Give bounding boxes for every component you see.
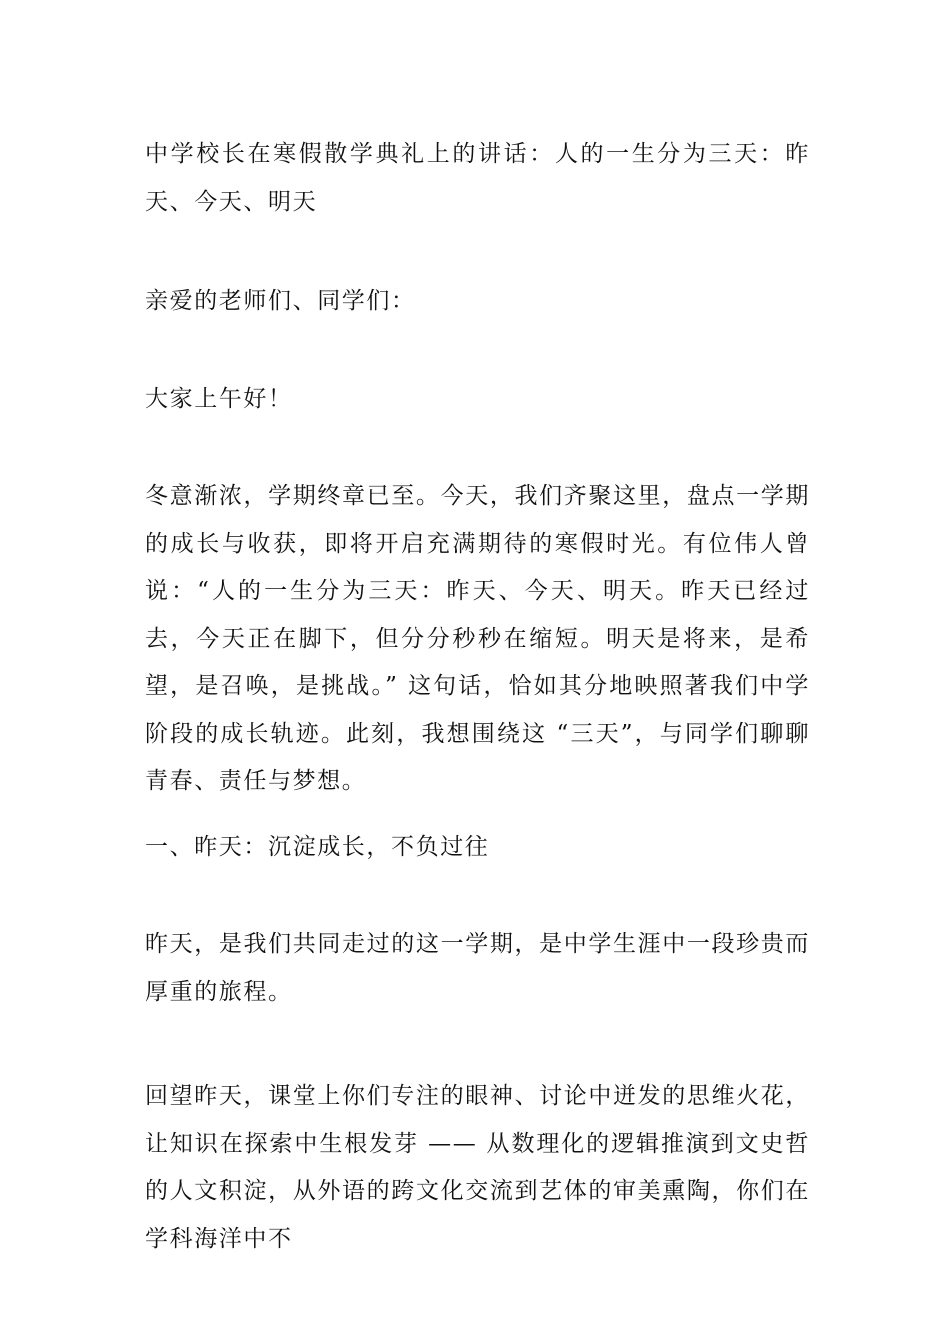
salutation: 亲爱的老师们、同学们： — [145, 288, 416, 314]
greeting: 大家上午好！ — [145, 386, 293, 412]
section-heading-yesterday: 一、昨天：沉淀成长，不负过往 — [145, 834, 490, 860]
document-title: 中学校长在寒假散学典礼上的讲话：人的一生分为三天：昨天、今天、明天 — [145, 141, 810, 215]
intro-paragraph: 冬意渐浓，学期终章已至。今天，我们齐聚这里，盘点一学期的成长与收获，即将开启充满期待的寒假时光。有位伟人曾说：“人的一生分为三天：昨天、今天、明天。昨天已经过去，今天正在脚下，但分分秒秒在缩短。明天是将来，是希望，是召唤，是挑战。” 这句话，恰如其分地映照著我们中学阶段的成长轨迹。此刻，我想围绕这 “三天”，与同学们聊聊青春、责任与梦想。 — [145, 483, 810, 794]
yesterday-paragraph-2: 回望昨天，课堂上你们专注的眼神、讨论中迸发的思维火花，让知识在探索中生根发芽 —— 从数理化的逻辑推演到文史哲的人文积淀，从外语的跨文化交流到艺体的审美熏陶，你们在学科海洋中不 — [145, 1083, 810, 1252]
yesterday-paragraph-1: 昨天，是我们共同走过的这一学期，是中学生涯中一段珍贵而厚重的旅程。 — [145, 931, 810, 1005]
